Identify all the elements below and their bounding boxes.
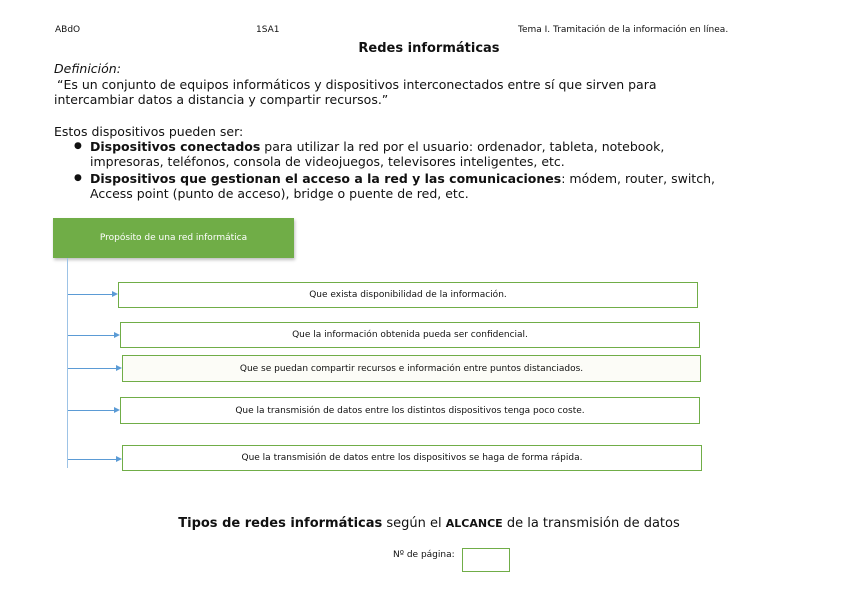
header-right: Tema I. Tramitación de la información en línea.	[518, 25, 729, 35]
purpose-item-box: Que exista disponibilidad de la información.	[118, 282, 698, 308]
definition-label: Definición:	[54, 61, 121, 76]
devices-list	[72, 139, 812, 203]
section-heading-alcance: ALCANCE	[445, 517, 503, 530]
connector-line	[68, 335, 114, 336]
bullet-text: : módem, router, switch,	[561, 171, 715, 186]
page-number-label: Nº de página:	[393, 550, 455, 560]
bullet-bold: Dispositivos conectados	[90, 139, 261, 154]
purpose-item-box: Que la información obtenida pueda ser confidencial.	[120, 322, 700, 348]
section-heading-bold: Tipos de redes informáticas	[178, 516, 383, 531]
bullet-text: para utilizar la red por el usuario: ordenador, tableta, notebook,	[260, 139, 665, 154]
purpose-item-box: Que la transmisión de datos entre los dispositivos se haga de forma rápida.	[122, 445, 702, 471]
definition-line-1: “Es un conjunto de equipos informáticos y dispositivos interconectados entre sí que sirven para	[57, 77, 657, 92]
list-item	[72, 171, 812, 201]
page-title: Redes informáticas	[358, 41, 500, 56]
section-heading-text: según el	[382, 516, 446, 531]
page-number-box	[462, 548, 510, 572]
bullet-text-line2: impresoras, teléfonos, consola de videojuegos, televisores inteligentes, etc.	[90, 154, 565, 169]
connector-line	[68, 294, 112, 295]
purpose-root-box: Propósito de una red informática	[53, 218, 294, 258]
definition-line-2: intercambiar datos a distancia y compartir recursos.”	[54, 92, 389, 107]
bullet-bold: Dispositivos que gestionan el acceso a la red y las comunicaciones	[90, 171, 562, 186]
header-left: ABdO	[55, 25, 81, 35]
connector-line	[68, 459, 116, 460]
bullet-text-line2: Access point (punto de acceso), bridge o puente de red, etc.	[90, 186, 469, 201]
header-center: 1SA1	[256, 25, 280, 35]
section-heading	[0, 516, 848, 531]
section-heading-end: de la transmisión de datos	[502, 516, 680, 531]
purpose-item-box: Que se puedan compartir recursos e información entre puntos distanciados.	[122, 355, 701, 382]
purpose-item-box: Que la transmisión de datos entre los distintos dispositivos tenga poco coste.	[120, 397, 700, 424]
connector-line	[68, 368, 116, 369]
devices-intro: Estos dispositivos pueden ser:	[54, 124, 244, 139]
diagram-trunk-line	[67, 258, 68, 468]
list-item	[72, 139, 812, 169]
connector-line	[68, 410, 114, 411]
